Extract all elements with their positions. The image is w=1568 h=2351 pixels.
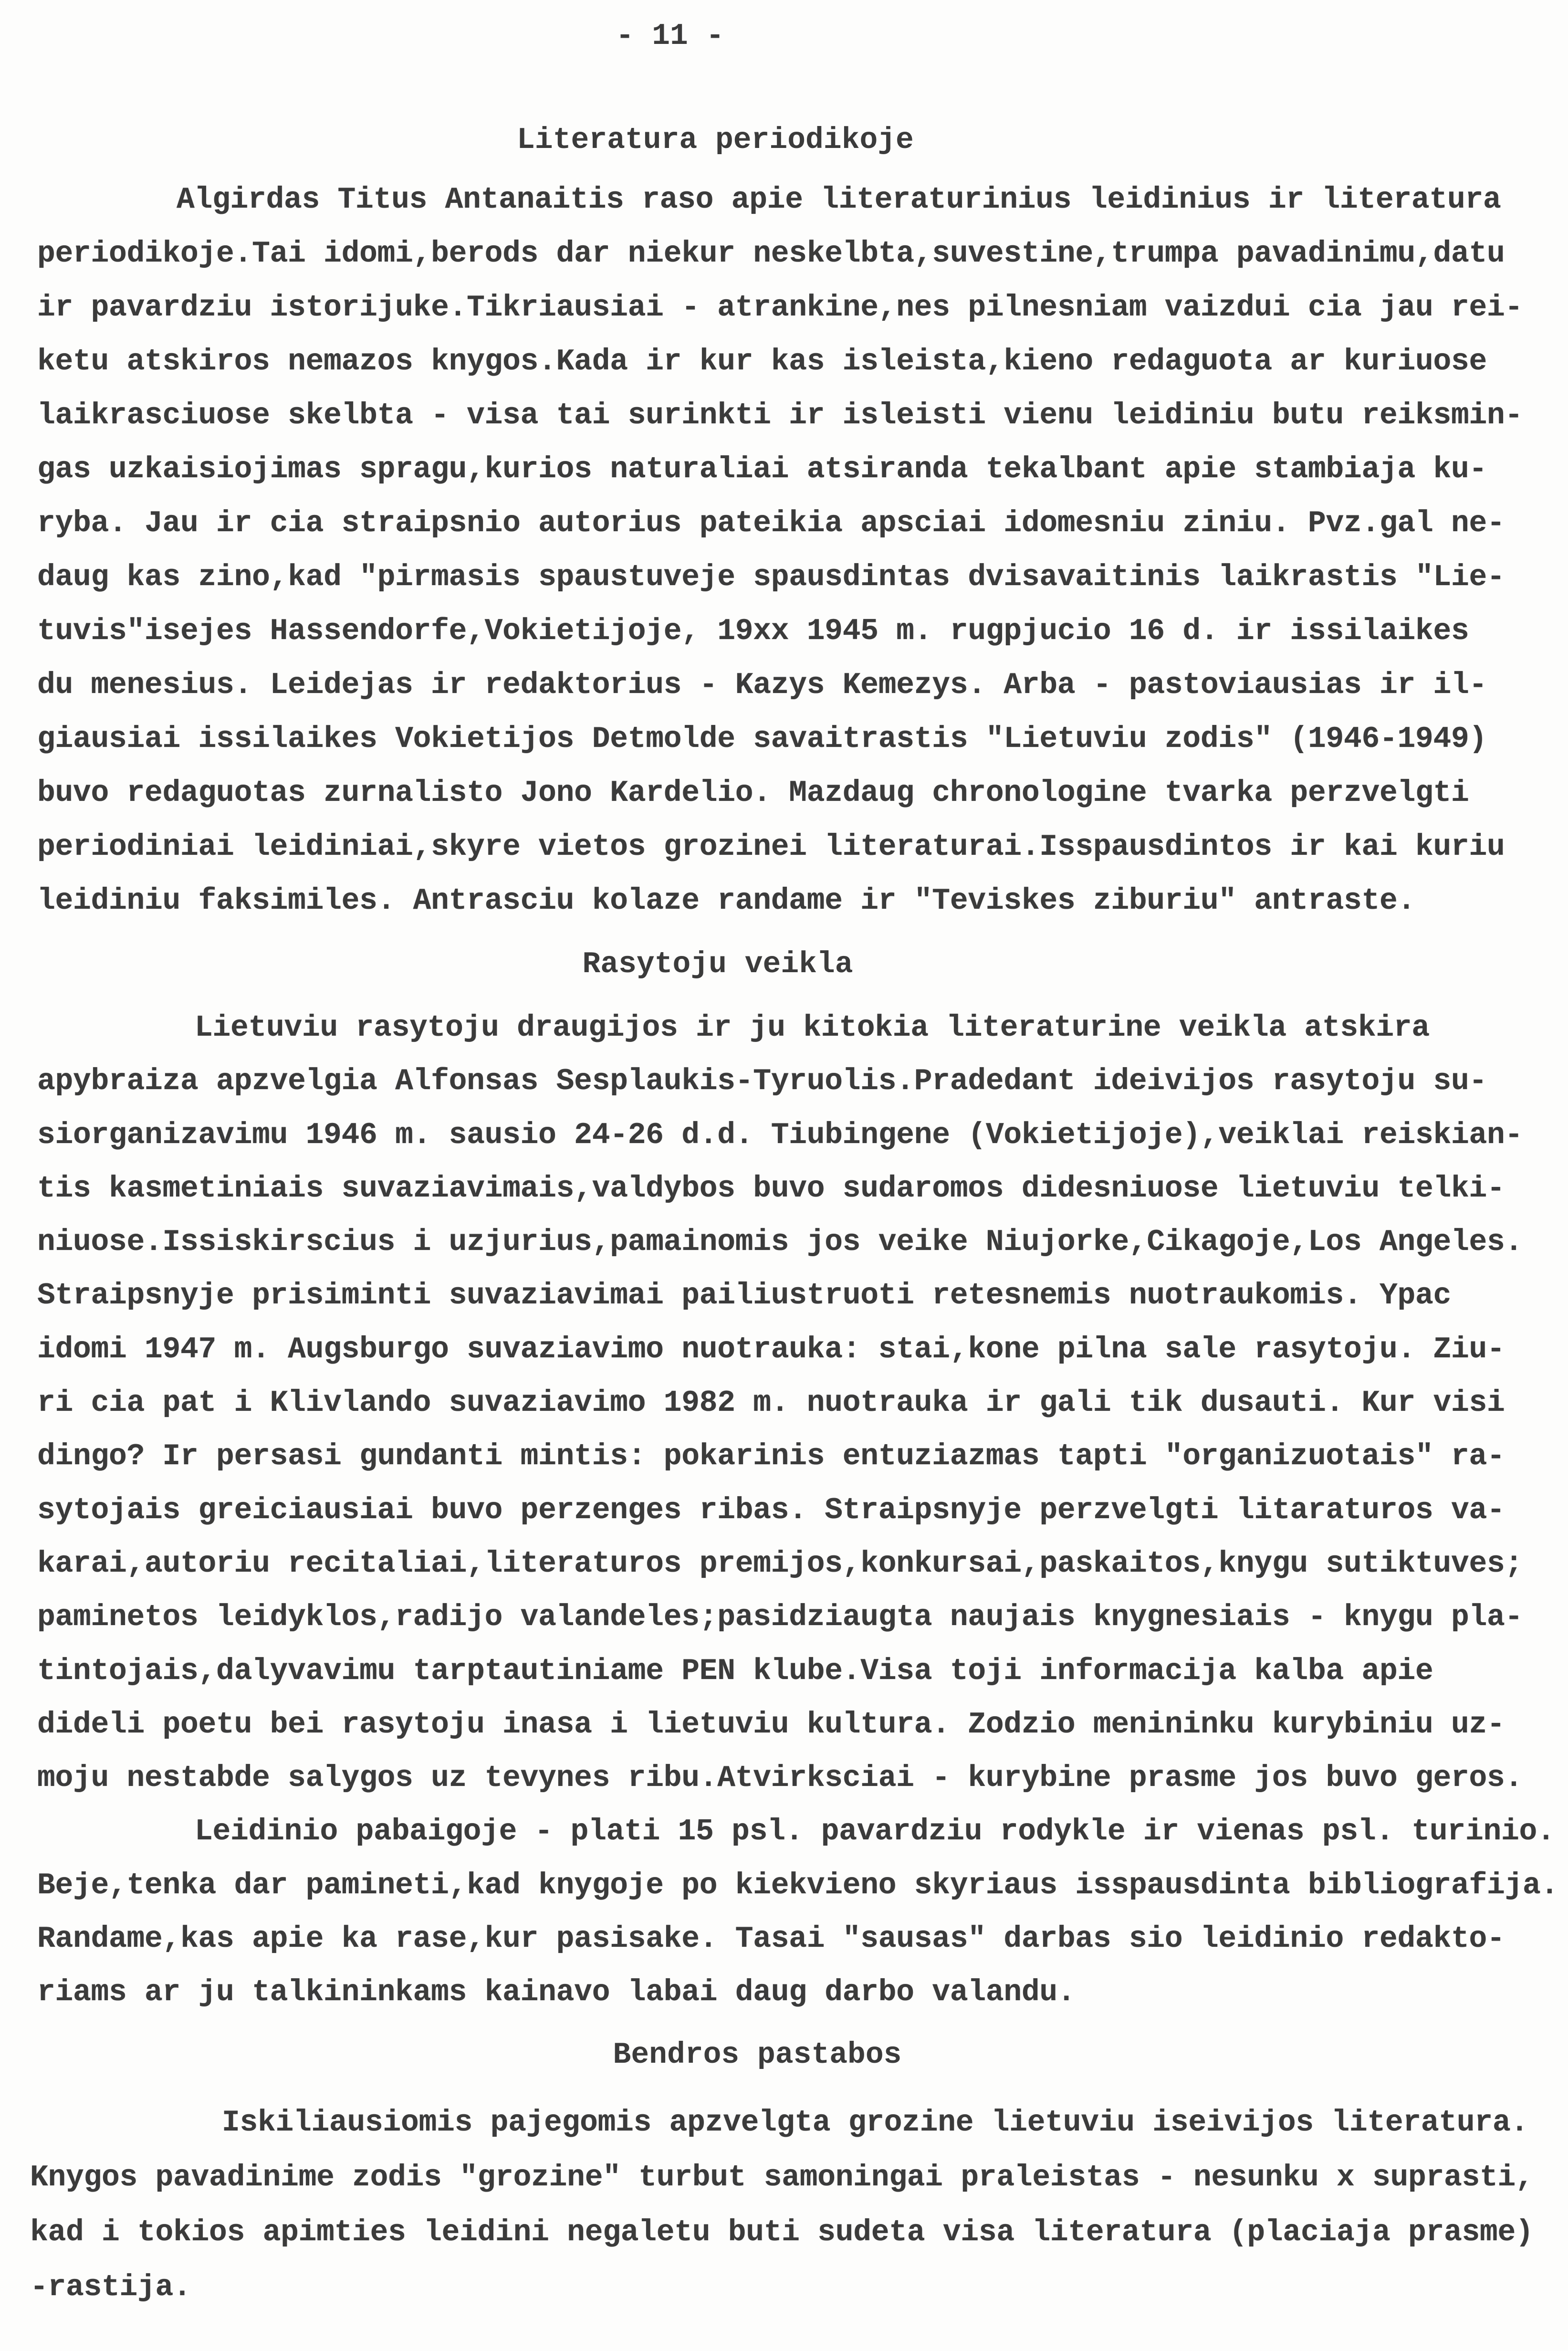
text-line: niuose.Issiskirscius i uzjurius,pamainomis jos veike Niujorke,Cikagoje,Los Angeles. — [37, 1225, 1523, 1259]
text-line: sytojais greiciausiai buvo perzenges ribas. Straipsnyje perzvelgti litaraturos va- — [37, 1493, 1505, 1527]
text-line: Leidinio pabaigoje - plati 15 psl. pavardziu rodykle ir vienas psl. turinio. — [195, 1815, 1555, 1849]
text-line: dingo? Ir persasi gundanti mintis: pokarinis entuziazmas tapti "organizuotais" ra- — [37, 1439, 1505, 1474]
text-line: riams ar ju talkininkams kainavo labai daug darbo valandu. — [37, 1975, 1076, 2010]
text-line: Beje,tenka dar pamineti,kad knygoje po kiekvieno skyriaus isspausdinta bibliografija. — [37, 1868, 1559, 1902]
text-line: Straipsnyje prisiminti suvaziavimai pailiustruoti retesnemis nuotraukomis. Ypac — [37, 1279, 1451, 1313]
text-line: periodiniai leidiniai,skyre vietos grozinei literaturai.Isspausdintos ir kai kuriu — [37, 830, 1505, 864]
text-line: siorganizavimu 1946 m. sausio 24-26 d.d. Tiubingene (Vokietijoje),veiklai reiskian- — [37, 1118, 1523, 1152]
text-line: giausiai issilaikes Vokietijos Detmolde savaitrastis "Lietuviu zodis" (1946-1949) — [37, 722, 1487, 756]
text-line: ketu atskiros nemazos knygos.Kada ir kur kas isleista,kieno redaguota ar kuriuose — [37, 345, 1487, 378]
text-line: Lietuviu rasytoju draugijos ir ju kitokia literaturine veikla atskira — [195, 1011, 1430, 1045]
text-line: tintojais,dalyvavimu tarptautiniame PEN klube.Visa toji informacija kalba apie — [37, 1654, 1433, 1688]
text-line: tuvis"isejes Hassendorfe,Vokietijoje, 19xx 1945 m. rugpjucio 16 d. ir issilaikes — [37, 614, 1469, 648]
text-line: Knygos pavadinime zodis "grozine" turbut samoningai praleistas - nesunku x suprasti, — [30, 2161, 1534, 2194]
text-line: gas uzkaisiojimas spragu,kurios naturaliai atsiranda tekalbant apie stambiaja ku- — [37, 452, 1487, 486]
text-line: Randame,kas apie ka rase,kur pasisake. Tasai "sausas" darbas sio leidinio redakto- — [37, 1922, 1505, 1956]
section-body-rasytoju-veikla — [37, 1001, 1558, 2020]
text-line: apybraiza apzvelgia Alfonsas Sesplaukis-Tyruolis.Pradedant ideivijos rasytoju su- — [37, 1064, 1487, 1099]
section-heading-literatura-periodikoje: Literatura periodikoje — [517, 123, 914, 157]
section-heading-bendros-pastabos: Bendros pastabos — [613, 2038, 902, 2072]
text-line: moju nestabde salygos uz tevynes ribu.Atvirksciai - kurybine prasme jos buvo geros. — [37, 1761, 1523, 1795]
text-line: tis kasmetiniais suvaziavimais,valdybos buvo sudaromos didesniuose lietuviu telki- — [37, 1171, 1505, 1206]
section-body-literatura-periodikoje — [37, 173, 1523, 928]
text-line: leidiniu faksimiles. Antrasciu kolaze randame ir "Teviskes ziburiu" antraste. — [37, 884, 1415, 918]
page-number: - 11 - — [616, 19, 724, 53]
text-line: daug kas zino,kad "pirmasis spaustuveje spausdintas dvisavaitinis laikrastis "Lie- — [37, 560, 1505, 594]
section-body-bendros-pastabos — [30, 2095, 1534, 2315]
text-line: paminetos leidyklos,radijo valandeles;pasidziaugta naujais knygnesiais - knygu pla- — [37, 1600, 1523, 1635]
text-line: ir pavardziu istorijuke.Tikriausiai - atrankine,nes pilnesniam vaizdui cia jau rei- — [37, 291, 1523, 325]
text-line: -rastija. — [30, 2270, 191, 2304]
text-line: ryba. Jau ir cia straipsnio autorius pateikia apsciai idomesniu ziniu. Pvz.gal ne- — [37, 506, 1505, 540]
text-line: idomi 1947 m. Augsburgo suvaziavimo nuotrauka: stai,kone pilna sale rasytoju. Ziu- — [37, 1332, 1505, 1366]
text-line: karai,autoriu recitaliai,literaturos premijos,konkursai,paskaitos,knygu sutiktuves; — [37, 1546, 1523, 1581]
text-line: periodikoje.Tai idomi,berods dar niekur neskelbta,suvestine,trumpa pavadinimu,datu — [37, 237, 1505, 271]
text-line: Algirdas Titus Antanaitis raso apie literaturinius leidinius ir literatura — [177, 183, 1501, 217]
text-line: du menesius. Leidejas ir redaktorius - Kazys Kemezys. Arba - pastoviausias ir il- — [37, 668, 1487, 702]
text-line: Iskiliausiomis pajegomis apzvelgta grozine lietuviu iseivijos literatura. — [222, 2106, 1528, 2140]
text-line: buvo redaguotas zurnalisto Jono Kardelio. Mazdaug chronologine tvarka perzvelgti — [37, 776, 1469, 810]
text-line: laikrasciuose skelbta - visa tai surinkti ir isleisti vienu leidiniu butu reiksmin- — [37, 399, 1523, 432]
text-line: dideli poetu bei rasytoju inasa i lietuviu kultura. Zodzio menininku kurybiniu uz- — [37, 1707, 1505, 1742]
section-heading-rasytoju-veikla: Rasytoju veikla — [582, 947, 853, 981]
text-line: ri cia pat i Klivlando suvaziavimo 1982 m. nuotrauka ir gali tik dusauti. Kur visi — [37, 1386, 1505, 1420]
text-line: kad i tokios apimties leidini negaletu buti sudeta visa literatura (placiaja prasme) — [30, 2215, 1534, 2249]
